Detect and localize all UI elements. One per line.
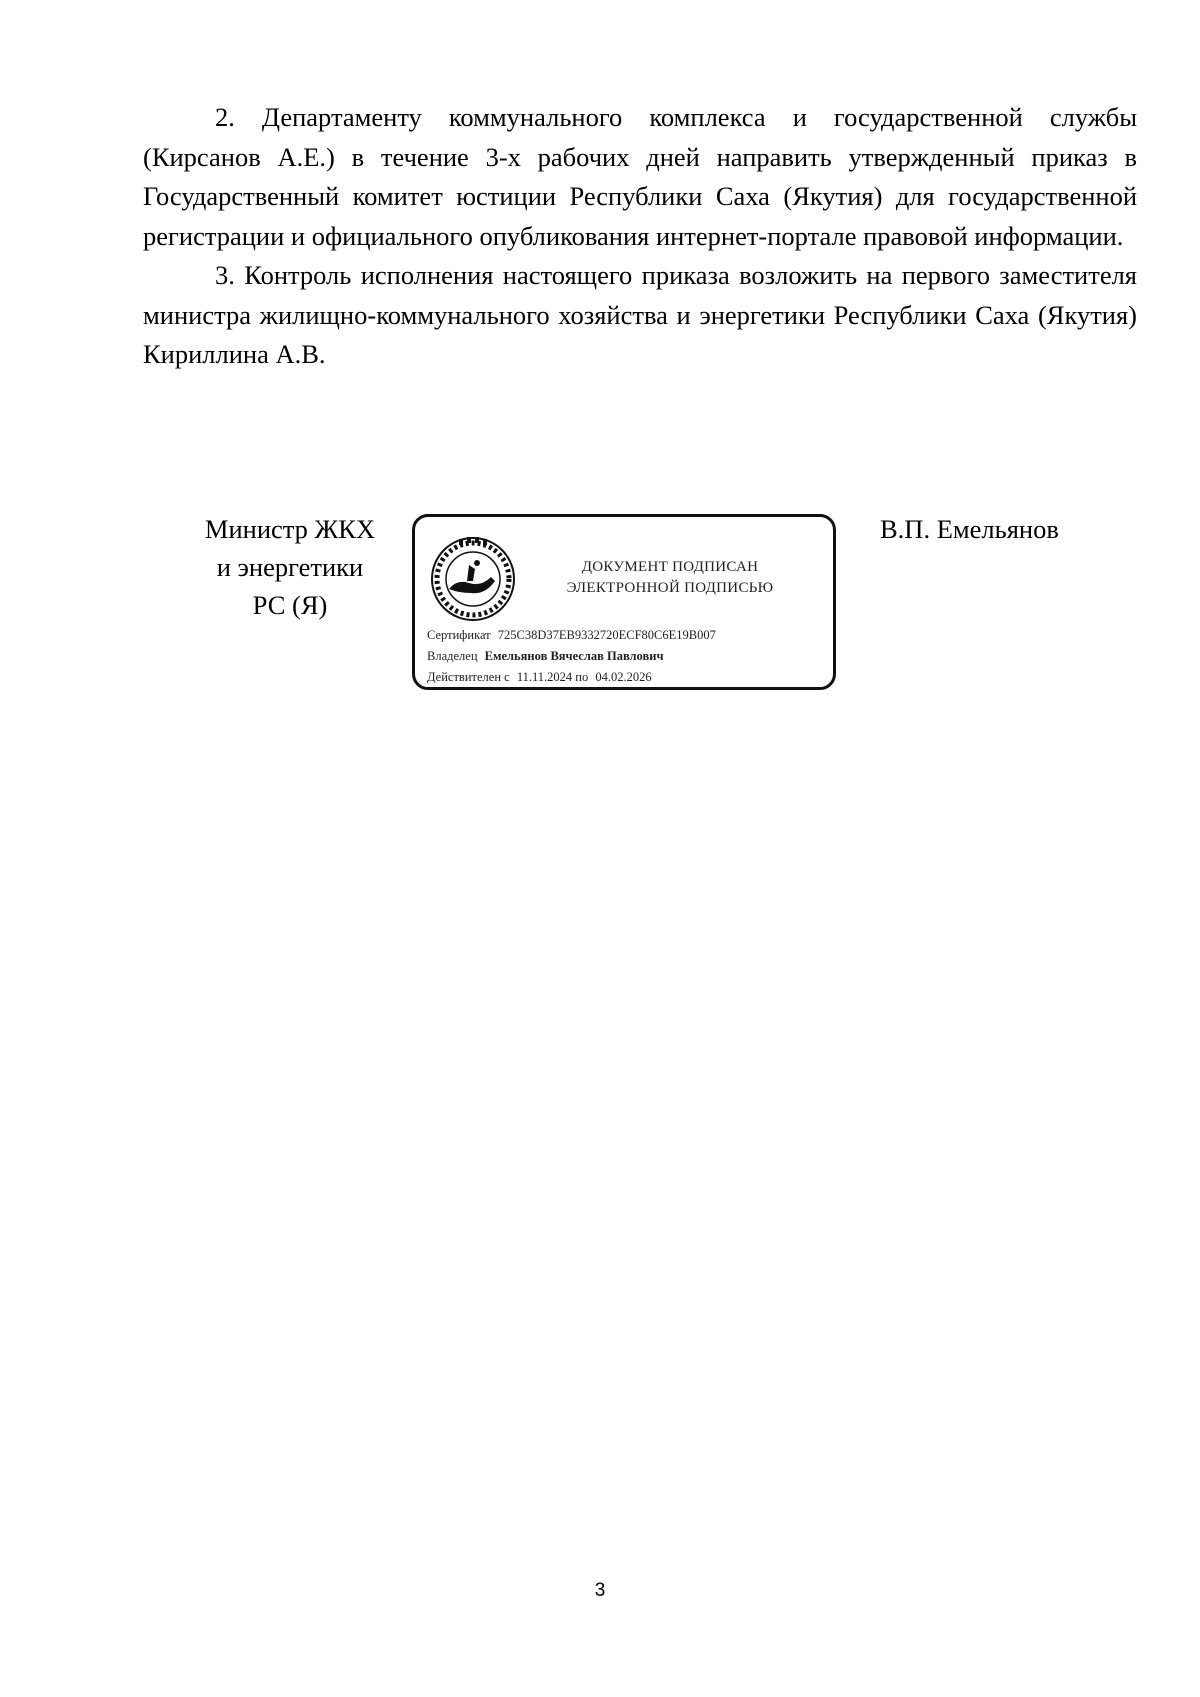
- page-number: 3: [594, 1580, 606, 1601]
- certificate-details: [427, 625, 827, 688]
- owner-label: Владелец: [427, 649, 478, 663]
- coat-of-arms-emblem-icon: [427, 533, 519, 625]
- owner-row: [427, 646, 827, 667]
- valid-from-date: 11.11.2024: [516, 670, 573, 684]
- valid-to-date: 04.02.2026: [595, 670, 652, 684]
- validity-row: [427, 667, 827, 688]
- stamp-title-line: ЭЛЕКТРОННОЙ ПОДПИСЬЮ: [566, 580, 774, 596]
- validity-prefix: Действителен с: [427, 670, 510, 684]
- stamp-title: [515, 557, 825, 599]
- certificate-row: [427, 625, 827, 646]
- electronic-signature-stamp: [412, 514, 836, 690]
- certificate-label: Сертификат: [427, 628, 491, 642]
- certificate-number: 725C38D37EB9332720ECF80C6E19B007: [497, 628, 716, 642]
- position-line: Министр ЖКХ: [204, 514, 376, 544]
- stamp-title-line: ДОКУМЕНТ ПОДПИСАН: [581, 559, 759, 575]
- paragraph-3: 3. Контроль исполнения настоящего приказа возложить на первого заместителя министра жилищно-коммунального хозяйства и энергетики Республики Саха (Якутия) Кириллина А.В.: [143, 260, 1137, 369]
- signatory-name: В.П. Емельянов: [880, 514, 1059, 544]
- order-body: [143, 98, 1137, 375]
- paragraph-2: 2. Департаменту коммунального комплекса и государственной службы (Кирсанов А.Е.) в течение 3-х рабочих дней направить утвержденный приказ в Государственный комитет юстиции Республики Саха (Якутия) для государственной регистрации и официального опубликования интернет-портале правовой информации.: [143, 102, 1137, 251]
- validity-mid: по: [575, 670, 589, 684]
- position-line: и энергетики: [216, 552, 364, 582]
- signatory-position: [180, 510, 400, 624]
- owner-name: Емельянов Вячеслав Павлович: [484, 649, 664, 663]
- position-line: РС (Я): [252, 590, 328, 620]
